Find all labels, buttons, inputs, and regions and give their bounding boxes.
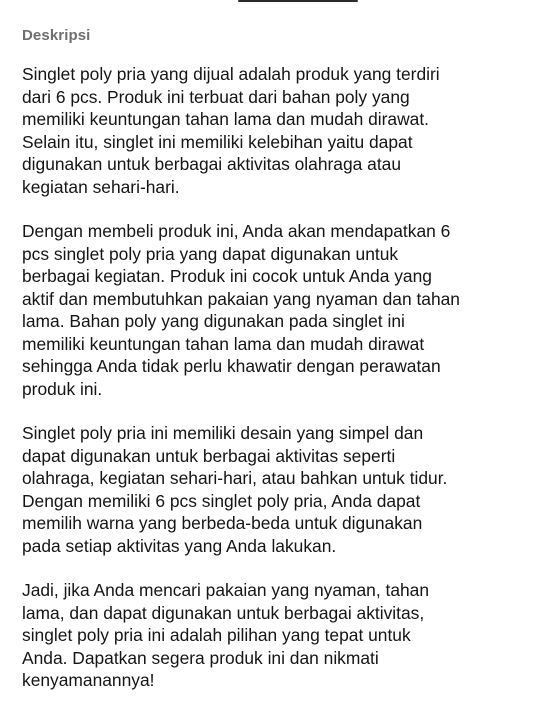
paragraph-line: lama. Bahan poly yang digunakan pada singlet ini [22, 311, 405, 331]
paragraph-line: Jadi, jika Anda mencari pakaian yang nyaman, tahan [22, 580, 430, 600]
paragraph-line: kegiatan sehari-hari. [22, 176, 180, 197]
paragraph-line: Selain itu, singlet ini memiliki kelebihan yaitu dapat [22, 131, 413, 152]
description-paragraph-3 [22, 422, 522, 557]
paragraph-line: pcs singlet poly pria yang dapat digunakan untuk [22, 243, 399, 264]
description-paragraph-2 [22, 220, 522, 400]
paragraph-line: dari 6 pcs. Produk ini terbuat dari bahan poly yang [22, 86, 410, 107]
paragraph-line: pada setiap aktivitas yang Anda lakukan. [22, 535, 337, 556]
paragraph-line: memilih warna yang berbeda-beda untuk digunakan [22, 513, 423, 533]
paragraph-line: Singlet poly pria yang dijual adalah produk yang terdiri [22, 64, 440, 84]
paragraph-line: memiliki keuntungan tahan lama dan mudah dirawat. [22, 109, 429, 129]
paragraph-line: produk ini. [22, 378, 103, 399]
paragraph-line: Anda. Dapatkan segera produk ini dan nikmati [22, 647, 379, 668]
paragraph-line: digunakan untuk berbagai aktivitas olahraga atau [22, 154, 402, 174]
paragraph-line: lama, dan dapat digunakan untuk berbagai aktivitas, [22, 602, 425, 623]
paragraph-line: Dengan memiliki 6 pcs singlet poly pria, Anda dapat [22, 490, 421, 511]
section-title: Deskripsi [22, 27, 91, 44]
description-section [22, 27, 522, 714]
paragraph-line: singlet poly pria ini adalah pilihan yang tepat untuk [22, 625, 411, 645]
paragraph-line: kenyamanannya! [22, 670, 155, 690]
paragraph-line: aktif dan membutuhkan pakaian yang nyaman dan tahan [22, 288, 460, 309]
paragraph-line: Dengan membeli produk ini, Anda akan mendapatkan 6 [22, 221, 451, 241]
paragraph-line: Singlet poly pria ini memiliki desain yang simpel dan [22, 423, 424, 443]
description-paragraph-4 [22, 579, 522, 692]
paragraph-line: berbagai kegiatan. Produk ini cocok untuk Anda yang [22, 266, 432, 286]
paragraph-line: dapat digunakan untuk berbagai aktivitas seperti [22, 445, 396, 466]
top-scroll-indicator [238, 0, 358, 2]
paragraph-line: olahraga, kegiatan sehari-hari, atau bahkan untuk tidur. [22, 468, 448, 488]
paragraph-line: sehingga Anda tidak perlu khawatir dengan perawatan [22, 356, 441, 376]
paragraph-line: memiliki keuntungan tahan lama dan mudah dirawat [22, 333, 425, 354]
description-paragraph-1 [22, 63, 522, 198]
